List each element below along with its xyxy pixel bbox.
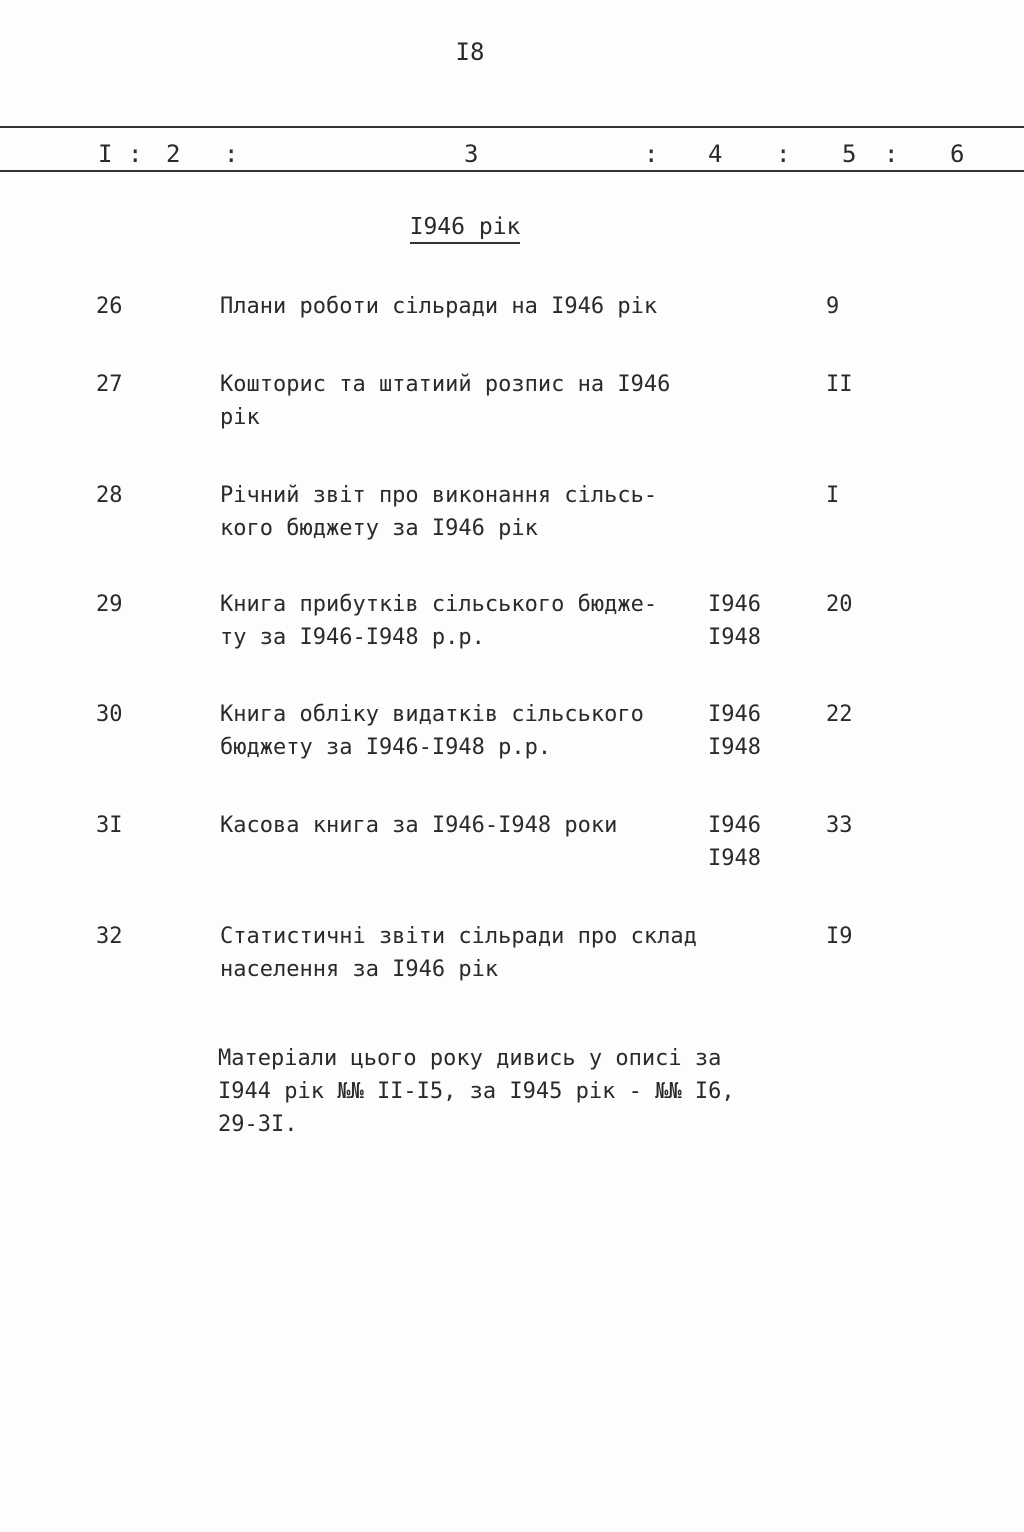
entry-title-line: кого бюджету за I946 рік (220, 516, 538, 541)
header-rule-bottom (0, 170, 1024, 172)
entry-date: I948 (708, 735, 761, 760)
entry-title (220, 698, 710, 764)
entry-dates (708, 588, 788, 654)
entry-title-line: ту за I946-I948 р.р. (220, 625, 485, 650)
entry-number: 30 (96, 702, 123, 727)
entry-title-line: Касова книга за I946-I948 роки (220, 813, 618, 838)
entry-number: 28 (96, 483, 123, 508)
entry-title-line: Плани роботи сільради на I946 рік (220, 294, 658, 319)
entry-number: 32 (96, 924, 123, 949)
section-heading-text: I946 рік (410, 214, 521, 244)
entry-date: I948 (708, 625, 761, 650)
note-line: Матеріали цього року дивись у описі за (218, 1046, 722, 1071)
entry-date: I946 (708, 702, 761, 727)
entry-title-line: рік (220, 405, 260, 430)
column-separator: : (884, 140, 899, 168)
reference-note (218, 1042, 778, 1141)
entry-title (220, 920, 710, 986)
entry-sheet-count: II (826, 372, 853, 397)
column-6-header: 6 (950, 140, 965, 168)
column-1-header: I (98, 140, 113, 168)
entry-sheet-count: 20 (826, 592, 853, 617)
entry-sheet-count: 22 (826, 702, 853, 727)
entry-sheet-count: 33 (826, 813, 853, 838)
entry-title (220, 809, 710, 842)
entry-sheet-count: I (826, 483, 840, 508)
entry-dates (708, 698, 788, 764)
note-line: I944 рік №№ II-I5, за I945 рік - №№ I6, (218, 1079, 735, 1104)
entry-title (220, 290, 710, 323)
entry-date: I946 (708, 592, 761, 617)
column-separator: : (224, 140, 239, 168)
entry-title-line: Річний звіт про виконання сільсь- (220, 483, 658, 508)
entry-title-line: бюджету за I946-I948 р.р. (220, 735, 552, 760)
entry-sheet-count: 9 (826, 294, 840, 319)
entry-title-line: Кошторис та штатиий розпис на I946 (220, 372, 671, 397)
entry-sheet-count: I9 (826, 924, 853, 949)
column-separator: : (644, 140, 659, 168)
entry-title (220, 368, 710, 434)
entry-title-line: населення за I946 рік (220, 957, 499, 982)
page-number: I8 (455, 38, 485, 66)
column-separator: : (128, 140, 143, 168)
entry-title-line: Книга обліку видатків сільського (220, 702, 644, 727)
note-line: 29-3I. (218, 1112, 298, 1137)
column-5-header: 5 (842, 140, 857, 168)
entry-number: 27 (96, 372, 123, 397)
entry-title (220, 479, 710, 545)
column-2-header: 2 (166, 140, 181, 168)
column-3-header: 3 (464, 140, 479, 168)
entry-number: 29 (96, 592, 123, 617)
entry-number: 26 (96, 294, 123, 319)
column-4-header: 4 (708, 140, 723, 168)
entry-title-line: Статистичні звіти сільради про склад (220, 924, 697, 949)
entry-dates (708, 809, 788, 875)
entry-number: 3I (96, 813, 123, 838)
entry-date: I948 (708, 846, 761, 871)
column-separator: : (776, 140, 791, 168)
entry-date: I946 (708, 813, 761, 838)
section-heading (0, 214, 930, 240)
header-rule-top (0, 126, 1024, 128)
entry-title (220, 588, 710, 654)
entry-title-line: Книга прибутків сільського бюдже- (220, 592, 658, 617)
